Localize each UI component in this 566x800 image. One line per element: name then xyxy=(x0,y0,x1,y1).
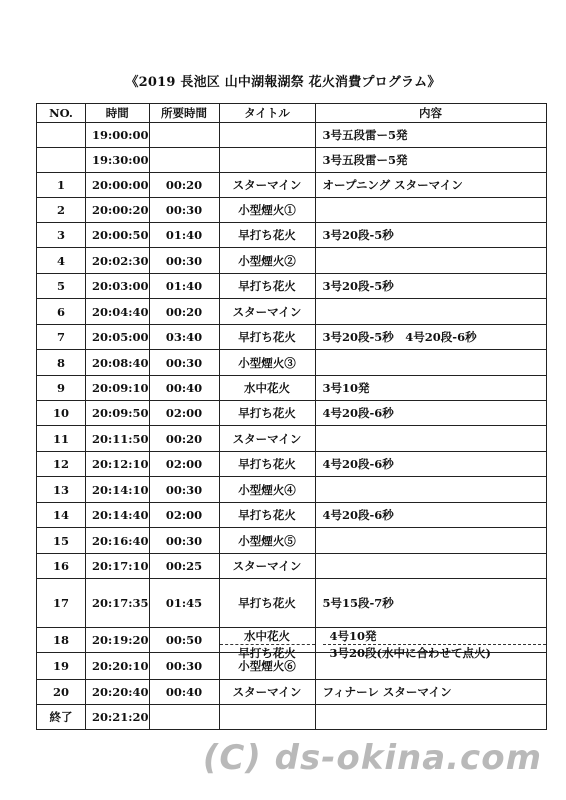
table-row xyxy=(37,528,547,554)
cell-content xyxy=(315,350,546,376)
cell-time: 20:17:35 xyxy=(86,579,150,628)
table-body xyxy=(37,123,547,730)
table-row xyxy=(37,148,547,173)
cell-no: 8 xyxy=(37,350,86,376)
cell-duration xyxy=(149,705,219,730)
table-row xyxy=(37,223,547,248)
cell-no: 18 xyxy=(37,628,86,653)
cell-title: 早打ち花火 xyxy=(219,223,315,248)
cell-content: 4号20段-6秒 xyxy=(315,401,546,426)
cell-time: 19:00:00 xyxy=(86,123,150,148)
cell-title: スターマイン xyxy=(219,554,315,579)
cell-time: 20:02:30 xyxy=(86,248,150,274)
cell-no: 5 xyxy=(37,274,86,299)
cell-time: 20:16:40 xyxy=(86,528,150,554)
cell-duration: 00:25 xyxy=(149,554,219,579)
table-row xyxy=(37,274,547,299)
table-row xyxy=(37,123,547,148)
cell-time: 20:00:00 xyxy=(86,173,150,198)
cell-content: 4号20段-6秒 xyxy=(315,452,546,477)
cell-time: 20:09:50 xyxy=(86,401,150,426)
cell-time: 20:11:50 xyxy=(86,426,150,452)
cell-title xyxy=(219,628,315,660)
header-duration: 所要時間 xyxy=(149,104,219,123)
cell-no: 7 xyxy=(37,325,86,350)
cell-content: 5号15段-7秒 xyxy=(315,579,546,628)
fireworks-program-table xyxy=(36,103,547,730)
cell-title: 水中花火 xyxy=(219,376,315,401)
cell-duration: 02:00 xyxy=(149,503,219,528)
table-row xyxy=(37,248,547,274)
page-title: 《2019 長池区 山中湖報湖祭 花火消費プログラム》 xyxy=(125,75,441,90)
cell-no: 17 xyxy=(37,579,86,628)
cell-time: 20:05:00 xyxy=(86,325,150,350)
cell-title-bottom: 早打ち花火 xyxy=(238,646,296,660)
cell-content xyxy=(315,198,546,223)
table-row xyxy=(37,628,547,653)
cell-duration: 01:40 xyxy=(149,223,219,248)
cell-content: 3号20段-5秒 4号20段-6秒 xyxy=(315,325,546,350)
cell-title: 早打ち花火 xyxy=(219,579,315,628)
cell-duration: 00:40 xyxy=(149,376,219,401)
table-row xyxy=(37,350,547,376)
cell-duration: 03:40 xyxy=(149,325,219,350)
cell-no: 20 xyxy=(37,680,86,705)
cell-duration: 01:40 xyxy=(149,274,219,299)
header-time: 時間 xyxy=(86,104,150,123)
cell-no: 1 xyxy=(37,173,86,198)
cell-duration: 02:00 xyxy=(149,452,219,477)
cell-title-top: 水中花火 xyxy=(220,628,315,645)
cell-time: 20:00:20 xyxy=(86,198,150,223)
cell-content: 3号五段雷ー5発 xyxy=(315,123,546,148)
table-header-row xyxy=(37,104,547,123)
cell-content xyxy=(315,477,546,503)
cell-title: スターマイン xyxy=(219,426,315,452)
cell-no: 4 xyxy=(37,248,86,274)
cell-content xyxy=(315,299,546,325)
cell-time: 20:17:10 xyxy=(86,554,150,579)
cell-duration: 02:00 xyxy=(149,401,219,426)
table-row xyxy=(37,477,547,503)
cell-title xyxy=(219,123,315,148)
header-title: タイトル xyxy=(219,104,315,123)
cell-content xyxy=(315,426,546,452)
cell-duration: 00:40 xyxy=(149,680,219,705)
cell-duration: 00:20 xyxy=(149,299,219,325)
table-row xyxy=(37,705,547,730)
cell-title: 小型煙火⑤ xyxy=(219,528,315,554)
cell-time: 20:14:10 xyxy=(86,477,150,503)
cell-content: 4号20段-6秒 xyxy=(315,503,546,528)
cell-title: 早打ち花火 xyxy=(219,325,315,350)
cell-duration: 00:50 xyxy=(149,628,219,653)
cell-no: 2 xyxy=(37,198,86,223)
cell-no: 10 xyxy=(37,401,86,426)
cell-duration: 00:30 xyxy=(149,477,219,503)
cell-time: 20:20:40 xyxy=(86,680,150,705)
cell-time: 20:04:40 xyxy=(86,299,150,325)
cell-no: 12 xyxy=(37,452,86,477)
table-row xyxy=(37,503,547,528)
table-row xyxy=(37,376,547,401)
cell-content: フィナーレ スターマイン xyxy=(315,680,546,705)
cell-no: 15 xyxy=(37,528,86,554)
cell-title: スターマイン xyxy=(219,173,315,198)
cell-title: 小型煙火③ xyxy=(219,350,315,376)
cell-duration xyxy=(149,148,219,173)
cell-content: オープニング スターマイン xyxy=(315,173,546,198)
cell-time: 20:03:00 xyxy=(86,274,150,299)
cell-duration: 00:30 xyxy=(149,198,219,223)
cell-title: スターマイン xyxy=(219,680,315,705)
cell-title: 早打ち花火 xyxy=(219,503,315,528)
cell-time: 20:20:10 xyxy=(86,653,150,680)
cell-content: 3号20段-5秒 xyxy=(315,274,546,299)
cell-duration: 00:30 xyxy=(149,653,219,680)
table-row xyxy=(37,299,547,325)
cell-content-top: 4号10発 xyxy=(323,628,546,645)
table-row xyxy=(37,325,547,350)
cell-no: 14 xyxy=(37,503,86,528)
cell-content xyxy=(315,554,546,579)
watermark: (C) ds-okina.com xyxy=(202,738,542,778)
cell-content-bottom: 3号20段(水中に合わせて点火) xyxy=(329,646,491,660)
cell-time: 20:09:10 xyxy=(86,376,150,401)
cell-title xyxy=(219,705,315,730)
cell-title: 早打ち花火 xyxy=(219,452,315,477)
cell-content: 3号20段-5秒 xyxy=(315,223,546,248)
cell-content xyxy=(315,628,546,660)
cell-duration xyxy=(149,123,219,148)
cell-no xyxy=(37,123,86,148)
header-content: 内容 xyxy=(315,104,546,123)
header-no: NO. xyxy=(37,104,86,123)
cell-no: 終了 xyxy=(37,705,86,730)
cell-title: 小型煙火④ xyxy=(219,477,315,503)
cell-duration: 00:20 xyxy=(149,426,219,452)
cell-title: 早打ち花火 xyxy=(219,274,315,299)
table-row xyxy=(37,452,547,477)
cell-title: 早打ち花火 xyxy=(219,401,315,426)
table-row xyxy=(37,680,547,705)
cell-content xyxy=(315,248,546,274)
cell-content: 3号五段雷ー5発 xyxy=(315,148,546,173)
cell-content xyxy=(315,528,546,554)
cell-title: スターマイン xyxy=(219,299,315,325)
cell-no: 9 xyxy=(37,376,86,401)
cell-no: 11 xyxy=(37,426,86,452)
cell-time: 20:21:20 xyxy=(86,705,150,730)
table-row xyxy=(37,554,547,579)
cell-no: 19 xyxy=(37,653,86,680)
cell-time: 20:00:50 xyxy=(86,223,150,248)
cell-content xyxy=(315,705,546,730)
cell-no xyxy=(37,148,86,173)
cell-title xyxy=(219,148,315,173)
cell-no: 16 xyxy=(37,554,86,579)
cell-no: 6 xyxy=(37,299,86,325)
cell-duration: 00:30 xyxy=(149,248,219,274)
cell-no: 3 xyxy=(37,223,86,248)
cell-duration: 01:45 xyxy=(149,579,219,628)
table-row xyxy=(37,579,547,628)
cell-duration: 00:20 xyxy=(149,173,219,198)
cell-time: 20:08:40 xyxy=(86,350,150,376)
cell-title: 小型煙火② xyxy=(219,248,315,274)
table-row xyxy=(37,198,547,223)
cell-duration: 00:30 xyxy=(149,528,219,554)
cell-content: 3号10発 xyxy=(315,376,546,401)
cell-time: 20:19:20 xyxy=(86,628,150,653)
cell-time: 19:30:00 xyxy=(86,148,150,173)
cell-time: 20:12:10 xyxy=(86,452,150,477)
cell-duration: 00:30 xyxy=(149,350,219,376)
table-row xyxy=(37,426,547,452)
table-row xyxy=(37,173,547,198)
cell-time: 20:14:40 xyxy=(86,503,150,528)
cell-title: 小型煙火⑥ xyxy=(219,653,315,680)
cell-no: 13 xyxy=(37,477,86,503)
cell-title: 小型煙火① xyxy=(219,198,315,223)
table-row xyxy=(37,401,547,426)
